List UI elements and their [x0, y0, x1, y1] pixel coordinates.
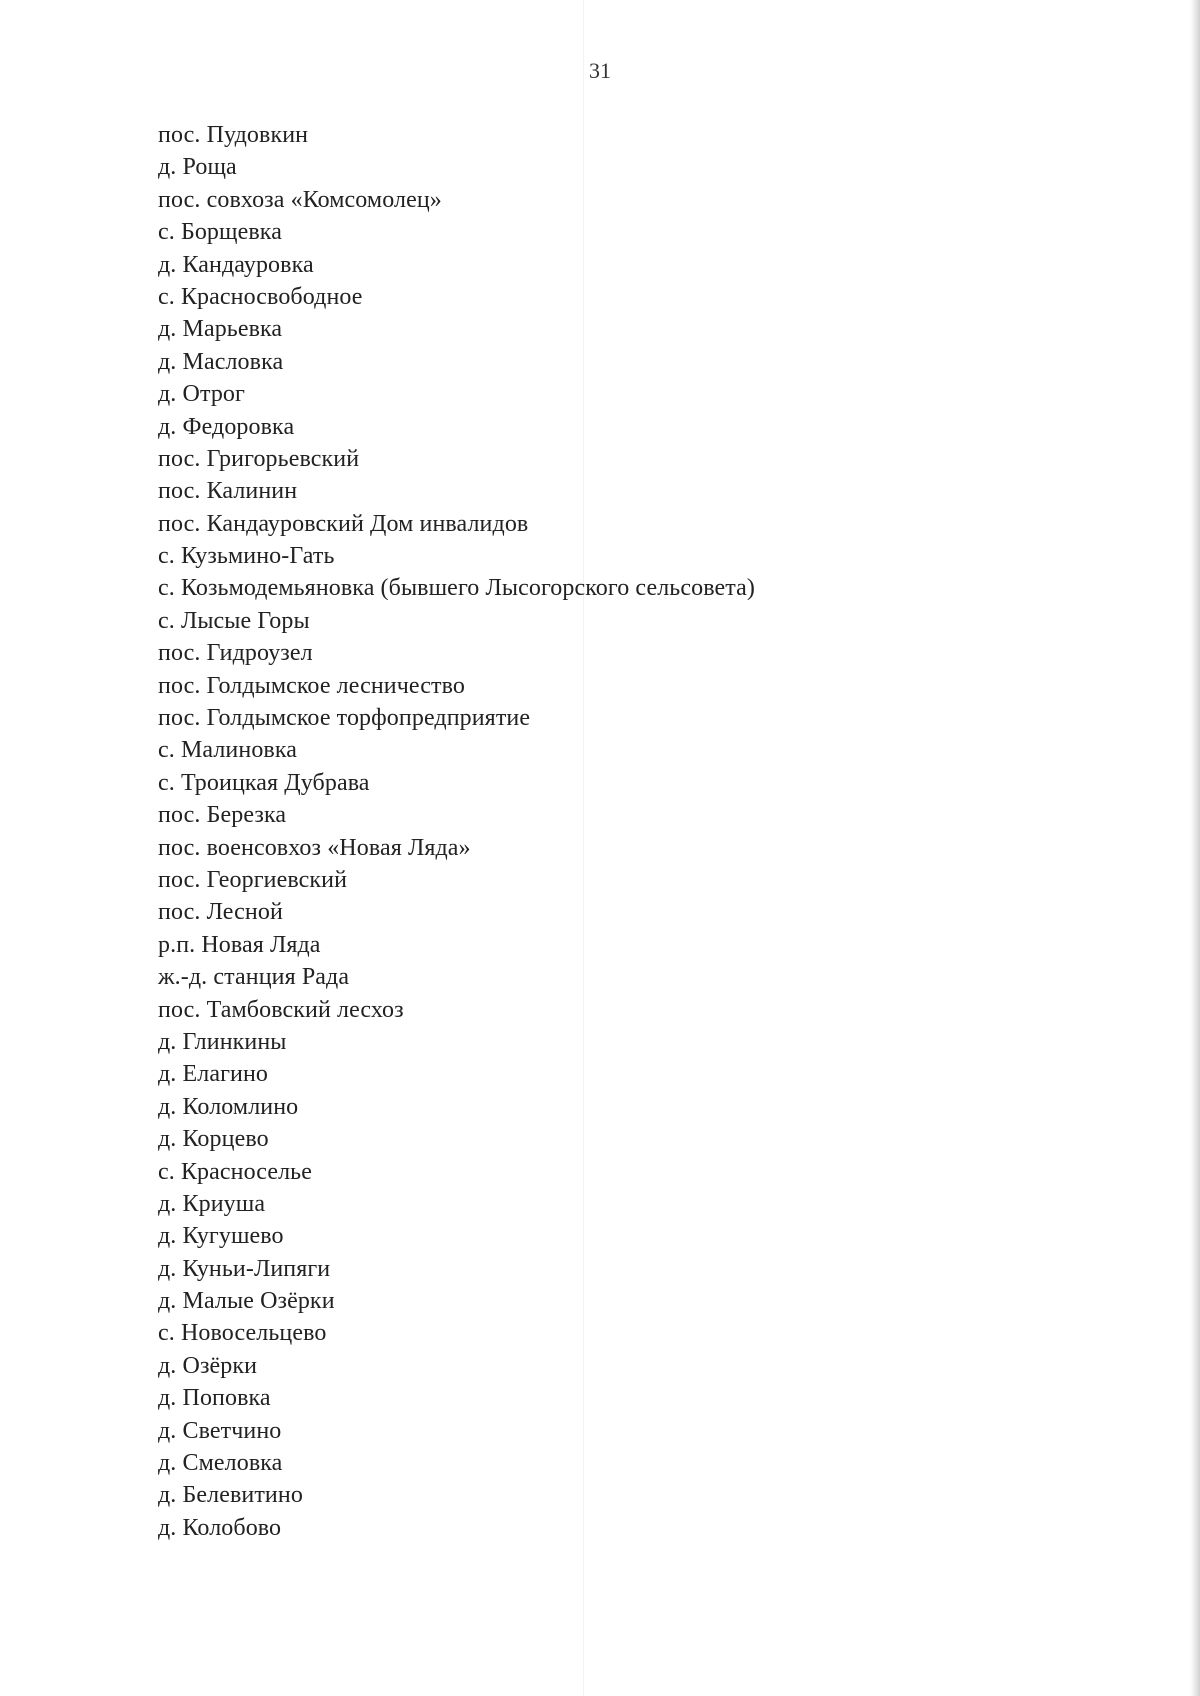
list-item: с. Борщевка — [158, 219, 282, 246]
list-item: д. Криуша — [158, 1190, 266, 1217]
list-item: д. Поповка — [158, 1385, 271, 1412]
list-item: пос. Григорьевский — [158, 445, 360, 472]
list-item: пос. Пудовкин — [158, 122, 309, 148]
list-item: пос. Георгиевский — [158, 866, 348, 893]
settlement-list — [158, 119, 755, 1544]
list-item: д. Светчино — [158, 1417, 282, 1444]
list-item: ж.-д. станция Рада — [158, 964, 350, 991]
list-item: пос. Голдымское торфопредприятие — [158, 705, 531, 732]
list-item: д. Отрог — [158, 381, 245, 408]
list-item: пос. совхоза «Комсомолец» — [158, 186, 442, 213]
page-number: 31 — [589, 58, 611, 83]
list-item: р.п. Новая Ляда — [158, 931, 321, 958]
list-item: пос. Лесной — [158, 899, 283, 926]
list-item: с. Троицкая Дубрава — [158, 769, 370, 796]
list-item: д. Колобово — [158, 1514, 282, 1541]
list-item: пос. Гидроузел — [158, 640, 313, 667]
list-item: д. Масловка — [158, 348, 284, 375]
list-item: с. Красносвободное — [158, 283, 363, 310]
list-item: д. Озёрки — [158, 1352, 258, 1379]
list-item: д. Роща — [158, 154, 237, 181]
list-item: д. Корцево — [158, 1126, 269, 1153]
list-item: д. Малые Озёрки — [158, 1288, 335, 1315]
list-item: с. Малиновка — [158, 737, 298, 764]
list-item: д. Смеловка — [158, 1450, 283, 1477]
scan-page-edge — [1190, 0, 1200, 1696]
list-item: пос. Тамбовский лесхоз — [158, 996, 404, 1023]
list-item: д. Куньи-Липяги — [158, 1255, 331, 1282]
list-item: д. Глинкины — [158, 1028, 287, 1055]
list-item: с. Козьмодемьяновка (бывшего Лысогорского сельсовета) — [158, 575, 755, 602]
list-item: пос. военсовхоз «Новая Ляда» — [158, 834, 471, 861]
list-item: д. Кандауровка — [158, 251, 314, 278]
list-item: с. Красноселье — [158, 1158, 312, 1185]
list-item: д. Белевитино — [158, 1482, 303, 1509]
list-item: пос. Березка — [158, 802, 287, 829]
list-item: с. Кузьмино-Гать — [158, 543, 335, 570]
list-item: д. Елагино — [158, 1061, 269, 1088]
list-item: д. Марьевка — [158, 316, 283, 343]
list-item: с. Новосельцево — [158, 1320, 327, 1347]
list-item: с. Лысые Горы — [158, 607, 310, 634]
list-item: пос. Кандауровский Дом инвалидов — [158, 510, 529, 537]
list-item: д. Коломлино — [158, 1093, 299, 1120]
list-item: д. Федоровка — [158, 413, 295, 440]
list-item: д. Кугушево — [158, 1223, 284, 1250]
list-item: пос. Калинин — [158, 478, 298, 505]
list-item: пос. Голдымское лесничество — [158, 672, 465, 699]
